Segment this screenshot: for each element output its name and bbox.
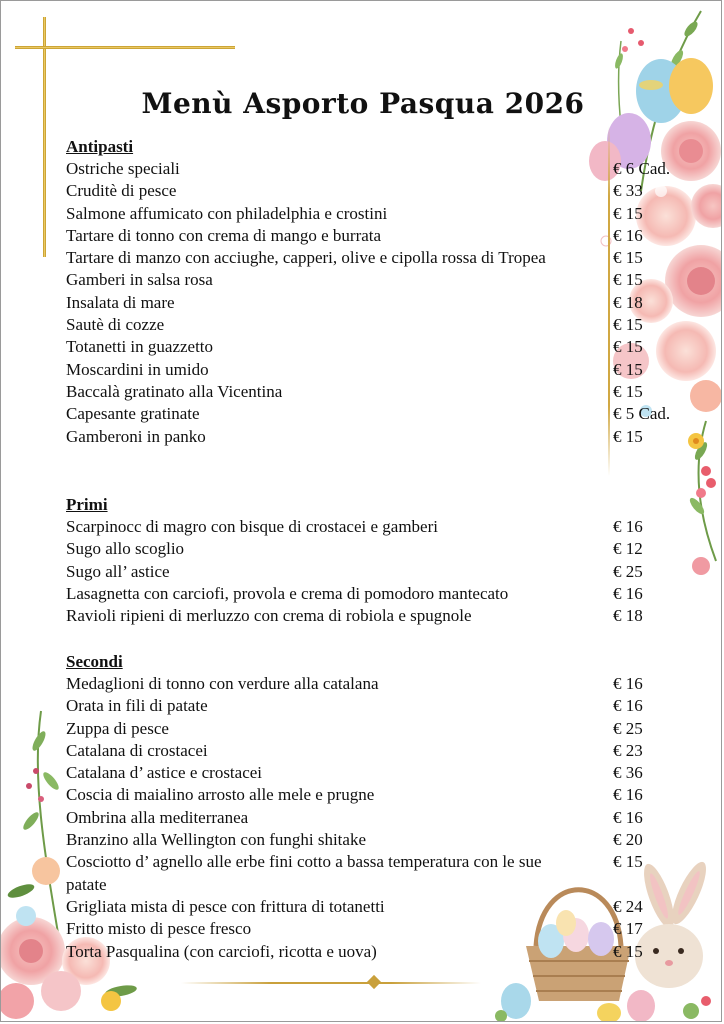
menu-item bbox=[66, 695, 686, 717]
item-price: € 16 bbox=[613, 674, 643, 693]
item-name: Ravioli ripieni di merluzzo con crema di robiola e spugnole bbox=[66, 606, 472, 626]
item-price: € 15 bbox=[613, 359, 643, 379]
item-price: € 15 bbox=[613, 270, 643, 290]
menu-item bbox=[66, 561, 686, 583]
menu-item bbox=[66, 225, 686, 247]
menu-item bbox=[66, 718, 686, 740]
menu-item bbox=[66, 583, 686, 605]
item-price: € 15 bbox=[613, 315, 643, 335]
item-price: € 16 bbox=[613, 785, 643, 805]
section-heading: Secondi bbox=[66, 652, 123, 671]
section-primi bbox=[66, 494, 686, 627]
item-name: Sautè di cozze bbox=[66, 315, 165, 335]
item-name: Branzino alla Wellington con funghi shitake bbox=[66, 830, 366, 850]
item-name: Orata in fili di patate bbox=[66, 696, 208, 716]
item-price: € 12 bbox=[613, 539, 643, 559]
item-name: Catalana d’ astice e crostacei bbox=[66, 763, 263, 783]
menu-title: Menù Asporto Pasqua 2026 bbox=[141, 87, 585, 120]
item-name: Lasagnetta con carciofi, provola e crema di pomodoro mantecato bbox=[66, 583, 509, 603]
item-name: Grigliata mista di pesce con frittura di totanetti bbox=[66, 896, 385, 916]
menu-item bbox=[66, 203, 686, 225]
menu-item bbox=[66, 851, 686, 896]
item-name: Sugo allo scoglio bbox=[66, 539, 185, 559]
menu-item bbox=[66, 359, 686, 381]
item-name: Moscardini in umido bbox=[66, 359, 209, 379]
item-name: Torta Pasqualina (con carciofi, ricotta e uova) bbox=[66, 941, 377, 961]
menu-item bbox=[66, 247, 686, 269]
item-price: € 15 bbox=[613, 852, 643, 872]
menu-item bbox=[66, 740, 686, 762]
item-name: Fritto misto di pesce fresco bbox=[66, 919, 252, 939]
section-antipasti bbox=[66, 136, 686, 448]
item-price: € 24 bbox=[613, 896, 643, 916]
bottom-gold-rule bbox=[181, 982, 481, 984]
item-name: Scarpinocc di magro con bisque di crostacei e gamberi bbox=[66, 517, 438, 536]
item-price: € 15 bbox=[613, 426, 643, 446]
section-secondi bbox=[66, 651, 686, 963]
gold-cross-horizontal bbox=[15, 46, 235, 49]
item-name: Zuppa di pesce bbox=[66, 718, 169, 738]
item-name: Gamberi in salsa rosa bbox=[66, 270, 213, 290]
menu-item bbox=[66, 158, 686, 180]
menu-item bbox=[66, 381, 686, 403]
menu-item bbox=[66, 336, 686, 358]
item-name: Catalana di crostacei bbox=[66, 740, 208, 760]
item-name: Ombrina alla mediterranea bbox=[66, 807, 249, 827]
item-name: Salmone affumicato con philadelphia e crostini bbox=[66, 203, 388, 223]
menu-item bbox=[66, 538, 686, 560]
item-name: Cruditè di pesce bbox=[66, 181, 177, 201]
item-name: Sugo all’ astice bbox=[66, 561, 170, 581]
menu-item bbox=[66, 896, 686, 918]
item-price: € 17 bbox=[613, 919, 643, 939]
item-price: € 16 bbox=[613, 517, 643, 536]
item-name: Insalata di mare bbox=[66, 292, 175, 312]
item-name: Cosciotto d’ agnello alle erbe fini cotto a bassa temperatura con le sue patate bbox=[66, 852, 542, 894]
item-name: Medaglioni di tonno con verdure alla catalana bbox=[66, 674, 379, 693]
item-price: € 18 bbox=[613, 606, 643, 626]
menu-item bbox=[66, 180, 686, 202]
menu-item bbox=[66, 292, 686, 314]
item-name: Ostriche speciali bbox=[66, 159, 180, 178]
menu-item bbox=[66, 403, 686, 425]
item-name: Gamberoni in panko bbox=[66, 426, 206, 446]
item-name: Coscia di maialino arrosto alle mele e prugne bbox=[66, 785, 375, 805]
menu-item bbox=[66, 426, 686, 448]
item-price: € 33 bbox=[613, 181, 643, 201]
item-price: € 25 bbox=[613, 561, 643, 581]
item-price: € 18 bbox=[613, 292, 643, 312]
section-heading: Antipasti bbox=[66, 137, 134, 156]
menu-item bbox=[66, 516, 686, 538]
item-name: Baccalà gratinato alla Vicentina bbox=[66, 381, 283, 401]
item-name: Tartare di manzo con acciughe, capperi, olive e cipolla rossa di Tropea bbox=[66, 248, 546, 268]
item-price: € 15 bbox=[613, 203, 643, 223]
item-price: € 36 bbox=[613, 763, 643, 783]
menu-item bbox=[66, 269, 686, 291]
item-price: € 15 bbox=[613, 381, 643, 401]
item-price: € 20 bbox=[613, 830, 643, 850]
menu-item bbox=[66, 918, 686, 940]
item-price: € 16 bbox=[613, 225, 643, 245]
item-price: € 16 bbox=[613, 583, 643, 603]
item-name: Capesante gratinate bbox=[66, 404, 200, 424]
menu-item bbox=[66, 605, 686, 627]
section-heading: Primi bbox=[66, 495, 108, 514]
item-price: € 25 bbox=[613, 718, 643, 738]
gold-cross-vertical bbox=[43, 17, 46, 257]
menu-item bbox=[66, 807, 686, 829]
item-price: € 16 bbox=[613, 696, 643, 716]
menu-item bbox=[66, 762, 686, 784]
item-price: € 16 bbox=[613, 807, 643, 827]
menu-item bbox=[66, 941, 686, 963]
menu-item bbox=[66, 784, 686, 806]
item-name: Totanetti in guazzetto bbox=[66, 337, 214, 357]
item-price: € 15 bbox=[613, 248, 643, 268]
item-price: € 15 bbox=[613, 941, 643, 961]
item-price: € 6 Cad. bbox=[613, 159, 671, 178]
bottom-gold-diamond bbox=[367, 975, 381, 989]
item-price: € 23 bbox=[613, 740, 643, 760]
menu-item bbox=[66, 673, 686, 695]
item-price: € 5 Cad. bbox=[613, 404, 671, 424]
menu-item bbox=[66, 829, 686, 851]
menu-item bbox=[66, 314, 686, 336]
item-price: € 15 bbox=[613, 337, 643, 357]
item-name: Tartare di tonno con crema di mango e burrata bbox=[66, 225, 382, 245]
